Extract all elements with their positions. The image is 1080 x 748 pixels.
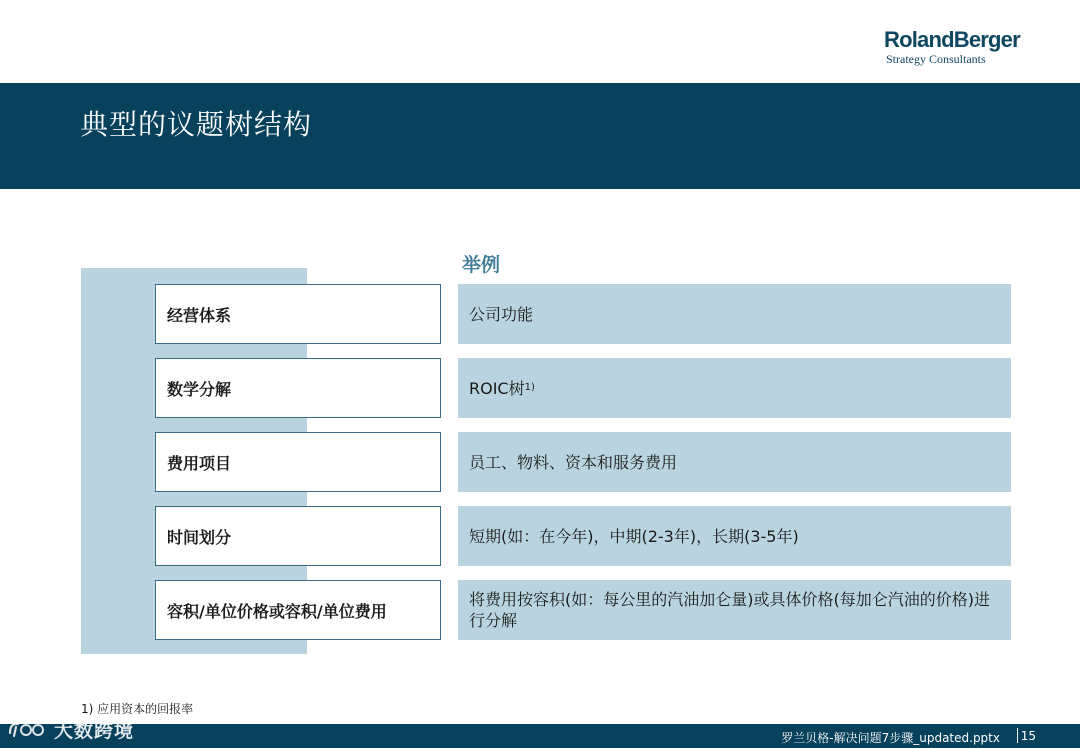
logo-sub-text: Strategy Consultants	[886, 52, 986, 66]
example-text: ROIC树	[469, 378, 525, 398]
category-label: 数学分解	[167, 379, 232, 399]
logo-main-text: RolandBerger	[884, 27, 1020, 52]
example-label: 举例	[462, 254, 501, 276]
page-number: 15	[1020, 729, 1036, 743]
category-label: 费用项目	[167, 453, 232, 473]
watermark-logo-icon	[6, 719, 48, 741]
example-text: 将费用按容积(如：每公里的汽油加仑量)或具体价格(每加仑汽油的价格)进行分解	[469, 590, 990, 630]
title-band	[0, 83, 1080, 189]
tree-row	[0, 358, 1080, 418]
tree-row	[0, 284, 1080, 344]
footer-separator	[1017, 728, 1018, 743]
category-box	[155, 432, 441, 492]
watermark-text: 大数跨境	[54, 720, 135, 742]
example-box	[458, 580, 1011, 640]
footer-file-name: 罗兰贝格-解决问题7步骤_updated.pptx	[781, 731, 1000, 745]
footer-band	[0, 724, 1080, 748]
category-box	[155, 580, 441, 640]
category-box	[155, 506, 441, 566]
category-label: 容积/单位价格或容积/单位费用	[167, 601, 387, 621]
example-box	[458, 506, 1011, 566]
watermark	[6, 716, 134, 743]
category-label: 时间划分	[167, 527, 232, 547]
tree-row	[0, 506, 1080, 566]
tree-row	[0, 432, 1080, 492]
example-box: ROIC树 1)	[458, 358, 1011, 418]
example-text: 员工、物料、资本和服务费用	[469, 452, 678, 472]
category-box	[155, 358, 441, 418]
example-text: 短期(如：在今年)，中期(2-3年)，长期(3-5年)	[469, 526, 799, 546]
example-box	[458, 432, 1011, 492]
example-text: 公司功能	[469, 304, 534, 324]
footnote: 1) 应用资本的回报率	[81, 702, 194, 716]
tree-row	[0, 580, 1080, 640]
roland-berger-logo	[884, 28, 1044, 66]
example-box	[458, 284, 1011, 344]
slide-title: 典型的议题树结构	[80, 108, 313, 141]
category-label: 经营体系	[167, 305, 232, 325]
category-box	[155, 284, 441, 344]
